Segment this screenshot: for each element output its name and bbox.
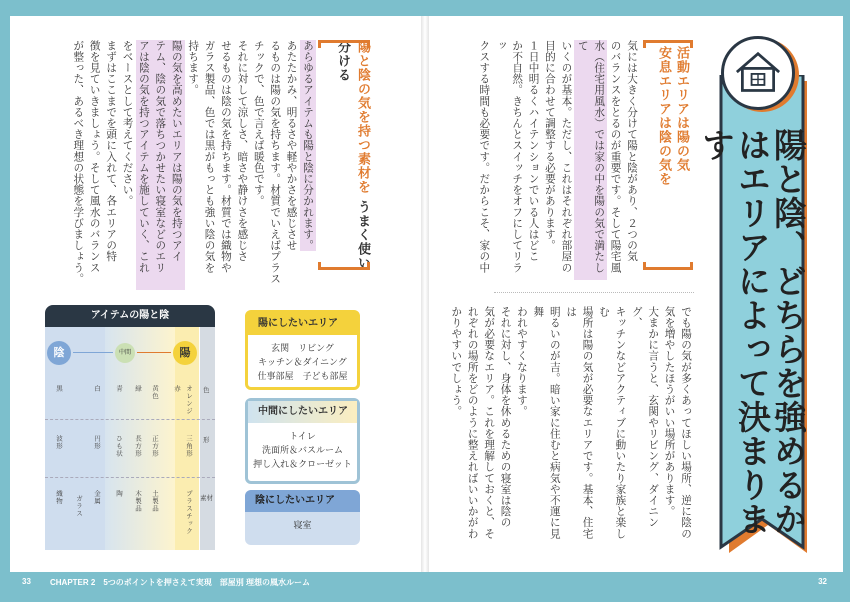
area-item: 洗面所＆バスルーム [261,445,343,455]
right-body-line: いくのが基本。ただし、これはそれぞれ部屋の [560,40,573,274]
right-body-line: 明るいのが吉。暗い家に住むと病気や不運に見舞 [532,306,561,540]
house-icon [721,36,795,110]
right-body-line: われやすくなります。 [515,306,528,417]
right-body-line: 水（住宅用風水）では家の中を陽の気で満たして [574,40,607,280]
right-body-line: 気を増やしたほうがいい場所があります。 [663,306,676,517]
page-number-left: 33 [22,577,31,586]
middle-circle: 中間 [115,343,135,363]
left-body-line: それに対して涼しさ、暗さや静けさを感じさ [236,40,249,262]
yin-yang-item-table [45,305,215,550]
shape-item: 波形 [55,435,63,450]
right-body-divider [494,292,694,293]
shape-item: ひも状 [115,435,123,458]
table-title: アイテムの陽と陰 [45,305,215,327]
right-body-line: か不自然。きちんとスイッチをオフにしてリラッ [494,40,524,274]
material-item: 金属 [93,490,101,505]
right-heading-line2: 安息エリアは陰の気を [656,46,671,186]
right-body-line: のバランスをとるのが重要です。そして陽宅風 [609,40,622,274]
yin-circle: 陰 [47,341,71,365]
left-body-line: チックで、色で言えば暖色です。 [252,40,265,207]
right-body-line: かりやすいでしょう。 [450,306,463,417]
material-item: プラスチック [185,490,193,535]
material-item: 織物 [55,490,63,505]
left-body-line: をベースとして考えてください。 [121,40,134,207]
middle-area-title: 中間にしたいエリア [248,401,357,423]
yang-area-box [245,310,360,390]
page-number-right: 32 [818,577,827,586]
page-footer [0,575,850,589]
yang-circle: 陽 [173,341,197,365]
left-body-line: テム、陰の気で落ちつかせたい寝室などのエリ [152,40,168,290]
material-item: ガラス [75,495,83,518]
middle-area-items [248,423,357,471]
left-body-line: 陽の気を高めたいエリアは陽の気を持つアイ [168,40,184,290]
yang-area-title: 陽にしたいエリア [248,313,357,335]
page-title: 陽と陰、どちらを強めるかはエリアによって決まります [697,128,808,536]
color-item: 黒 [55,385,63,393]
left-body-line: が整った、あるべき理想の状態を学びましょう。 [72,40,85,285]
right-body-line: 気には大きく分けて陽と陰があり、２つの気 [626,40,638,262]
middle-area-box [245,398,360,484]
yin-area-box [245,490,360,545]
left-body-text [40,40,316,290]
shape-item: 長方形 [134,435,142,458]
left-heading-line2: うまく使い分ける [335,40,370,270]
left-body-line: 持ちます。 [187,40,200,96]
area-item: トイレ [289,431,316,441]
color-item: 緑 [134,385,142,393]
row-divider-2 [45,477,215,478]
left-body-line: 徴を見ていきましょう。そして風水のバランス [88,40,101,274]
area-item: 仕事部屋 子ども部屋 [257,371,348,381]
right-body-line: １日中明るくハイテンションでいる人はどこ [527,40,540,262]
color-item: 青 [115,385,123,393]
shape-item: 円形 [93,435,101,450]
right-heading [650,46,690,266]
right-body-line: それに対し、身体を休めるための寝室は陰の [499,306,512,528]
axis-arrow-left [73,352,113,353]
left-body-line: ガラス製品、色では黒がもっとも強い陰の気を [203,40,216,274]
right-body-line: クスする時間も必要です。だからこそ、家の中 [478,40,491,274]
color-item: 白 [93,385,101,393]
right-body-line: 気が必要なエリア。これを理解しておくと、そ [483,306,496,540]
left-heading-bracket-top [318,40,370,48]
material-item: 土製品 [151,490,159,513]
color-item: オレンジ [185,385,193,415]
row-label-material: 素材 [200,494,213,502]
left-body-line: まずはここまでを頭に入れて、各エリアの特 [105,40,118,262]
left-body-line: あたたかみ、明るさや軽やかさを感じさせ [285,40,298,251]
left-body-line: るものは陽の気を持ちます。材質でいえばプラス [269,40,282,285]
row-label-color: 色 [203,386,210,394]
area-item: キッチン＆ダイニング [258,357,347,367]
axis-arrow-right [137,352,171,353]
yang-area-items [248,335,357,383]
right-body-line: キッチンなどアクティブに動いたり家族と楽しむ [597,306,627,540]
area-item: 押し入れ＆クローゼット [253,459,352,469]
right-body-top [478,40,640,280]
shape-item: 正方形 [151,435,159,458]
right-body-line: でも陽の気が多くあってほしい場所、逆に陰の [680,306,692,540]
color-item: 赤 [173,385,181,393]
left-body-line: せるものは陰の気を持ちます。材質では織物や [219,40,232,274]
page-gutter [421,16,429,572]
right-heading-line1: 活動エリアは陽の気 [674,46,689,172]
area-item: 玄関 リビング [271,343,334,353]
area-item: 寝室 [293,520,312,530]
left-heading [322,40,372,270]
right-body-line: 目的に合わせて調整する必要があります。 [543,40,556,251]
shape-item: 三角形 [185,435,193,458]
chapter-running-head: CHAPTER 2 5つのポイントを押さえて実現 部屋別 理想の風水ルーム [50,578,311,587]
row-divider-1 [45,419,215,420]
right-body-line: 大まかに言うと、玄関やリビング、ダイニング、 [630,306,660,528]
right-body-line: れぞれの場所をどのように整えればいいかがわ [466,306,479,540]
material-item: 陶 [115,490,123,498]
left-body-line: あらゆるアイテムも陽と陰に分かれます。 [300,40,316,251]
yin-area-title: 陰にしたいエリア [245,490,360,512]
material-item: 木製品 [134,490,142,513]
right-body-line: 場所は陽の気が必要なエリアです。基本、住宅は [565,306,594,540]
left-heading-line1: 陽と陰の気を持つ素材を [355,40,370,194]
right-body-bottom [450,306,694,546]
color-item: 黄色 [151,385,159,400]
yin-area-items [245,512,360,532]
left-heading-bracket-bottom [318,262,370,270]
left-body-line: アは陰の気を持つアイテムを施していく、これ [136,40,152,290]
row-label-shape: 形 [203,436,210,444]
